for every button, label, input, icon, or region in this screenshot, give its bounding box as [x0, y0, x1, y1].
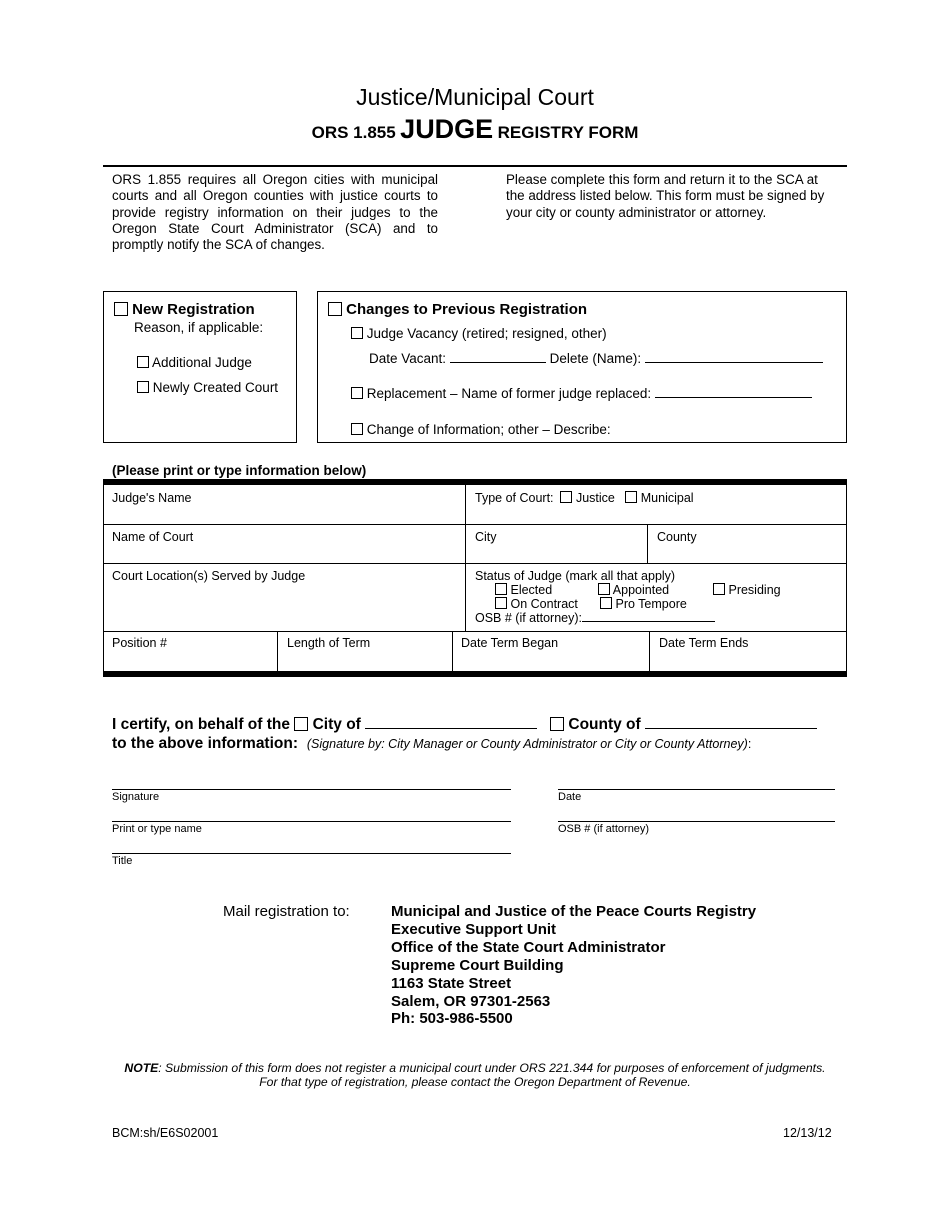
city-of-label: City of: [312, 716, 361, 733]
date-vacant-label: Date Vacant:: [369, 351, 447, 366]
county-of-label: County of: [568, 716, 641, 733]
table-row-divider-2: [103, 563, 847, 564]
signature-label: Signature: [112, 791, 160, 803]
county-of-checkbox[interactable]: [550, 717, 564, 731]
city-cell[interactable]: City: [475, 530, 497, 544]
additional-judge-checkbox[interactable]: [137, 356, 149, 368]
subtitle-prefix: ORS 1.855: [311, 123, 396, 142]
reason-label: Reason, if applicable:: [134, 320, 264, 335]
municipal-checkbox[interactable]: [625, 491, 637, 503]
osb-signature-label: OSB # (if attorney): [558, 823, 650, 835]
name-of-court-cell[interactable]: Name of Court: [112, 530, 194, 544]
justice-label: Justice: [575, 491, 615, 505]
elected-label: Elected: [510, 583, 553, 597]
header-rule: [103, 165, 847, 167]
date-term-ends-cell[interactable]: Date Term Ends: [659, 636, 749, 650]
elected-option[interactable]: [495, 583, 552, 597]
table-col-divider-main: [465, 485, 466, 631]
elected-checkbox[interactable]: [495, 583, 507, 595]
mail-address: [391, 903, 756, 1028]
presiding-option[interactable]: [713, 583, 781, 597]
note-label: NOTE: [124, 1061, 159, 1075]
mail-address-line: Salem, OR 97301-2563: [391, 992, 551, 1010]
replacement-name-field[interactable]: [655, 396, 812, 398]
intro-right: Please complete this form and return it to the SCA at the address listed below. This form must be signed by your city or county administrator or attorney.: [506, 172, 825, 220]
new-registration-checkbox[interactable]: [114, 302, 128, 316]
table-row-divider-1: [103, 524, 847, 525]
mail-address-line: Municipal and Justice of the Peace Courts Registry: [391, 903, 757, 920]
new-registration-header[interactable]: [114, 301, 255, 318]
table-caption: (Please print or type information below): [112, 463, 367, 478]
mail-address-line: Supreme Court Building: [391, 956, 564, 974]
replacement-label: Replacement – Name of former judge replaced:: [366, 386, 652, 401]
certify-line-1: [112, 716, 817, 734]
court-location-cell[interactable]: Court Location(s) Served by Judge: [112, 569, 306, 583]
mail-address-line: Ph: 503-986-5500: [391, 1010, 513, 1028]
subtitle-judge: JUDGE: [400, 114, 494, 144]
position-cell[interactable]: Position #: [112, 636, 167, 650]
signature-line[interactable]: [112, 789, 511, 790]
county-cell[interactable]: County: [657, 530, 697, 544]
appointed-label: Appointed: [612, 583, 670, 597]
certify-line2-text: to the above information:: [112, 735, 298, 752]
replacement-option[interactable]: [351, 386, 812, 401]
city-of-checkbox[interactable]: [294, 717, 308, 731]
osb-field[interactable]: [582, 620, 715, 622]
intro-left: ORS 1.855 requires all Oregon cities with municipal courts and all Oregon counties with justice courts to provide registry information on their judges to the Oregon State Court Administrator (SCA) and to promptly notify the SCA of changes.: [112, 172, 438, 253]
table-col-divider-began: [649, 631, 650, 671]
footer-code: BCM:sh/E6S02001: [112, 1126, 219, 1140]
table-col-divider-term: [452, 631, 453, 671]
osb-label: OSB # (if attorney):: [475, 611, 582, 625]
delete-name-label: Delete (Name):: [549, 351, 642, 366]
newly-created-court-checkbox[interactable]: [137, 381, 149, 393]
delete-name-field[interactable]: [645, 361, 823, 363]
pro-tempore-label: Pro Tempore: [615, 597, 687, 611]
date-vacant-field[interactable]: [450, 361, 546, 363]
city-of-field[interactable]: [365, 727, 537, 729]
date-term-began-cell[interactable]: Date Term Began: [461, 636, 559, 650]
newly-created-court-label: Newly Created Court: [152, 380, 279, 395]
additional-judge-label: Additional Judge: [152, 355, 252, 370]
page-title: Justice/Municipal Court: [356, 84, 594, 110]
changes-title: Changes to Previous Registration: [346, 301, 588, 318]
length-of-term-cell[interactable]: Length of Term: [287, 636, 371, 650]
judge-vacancy-option[interactable]: [351, 326, 607, 341]
certify-note: (Signature by: City Manager or County Administrator or City or County Attorney): [306, 737, 748, 751]
note-text-1: : Submission of this form does not register a municipal court under ORS 221.344 for purposes of enforcement of judgments.: [158, 1061, 826, 1075]
judge-vacancy-checkbox[interactable]: [351, 327, 363, 339]
osb-line[interactable]: [558, 821, 835, 822]
type-of-court-cell: [475, 491, 694, 505]
mail-address-line: Executive Support Unit: [391, 920, 557, 938]
osb-row: [475, 611, 715, 625]
subtitle-suffix: REGISTRY FORM: [497, 123, 639, 142]
certify-colon: :: [747, 737, 752, 751]
judges-name-cell[interactable]: Judge's Name: [112, 491, 192, 505]
municipal-label: Municipal: [640, 491, 694, 505]
appointed-checkbox[interactable]: [598, 583, 610, 595]
table-col-divider-pos: [277, 631, 278, 671]
form-subtitle: [0, 114, 950, 145]
certify-prefix: I certify, on behalf of the: [112, 716, 290, 733]
footer-date: 12/13/12: [783, 1126, 832, 1140]
change-info-label: Change of Information; other – Describe:: [366, 422, 611, 437]
title-line[interactable]: [112, 853, 511, 854]
newly-created-court-option[interactable]: [137, 380, 278, 395]
table-row-divider-3: [103, 631, 847, 632]
changes-checkbox[interactable]: [328, 302, 342, 316]
county-of-field[interactable]: [645, 727, 817, 729]
date-vacant-row: [369, 351, 823, 366]
certify-line-2: [112, 735, 751, 753]
print-name-line[interactable]: [112, 821, 511, 822]
print-name-label: Print or type name: [112, 823, 202, 835]
change-info-option[interactable]: [351, 422, 611, 437]
replacement-checkbox[interactable]: [351, 387, 363, 399]
on-contract-checkbox[interactable]: [495, 597, 507, 609]
footnote: [0, 1061, 950, 1089]
appointed-option[interactable]: [598, 583, 669, 597]
status-label: Status of Judge (mark all that apply): [475, 569, 676, 583]
presiding-checkbox[interactable]: [713, 583, 725, 595]
title-label: Title: [112, 855, 133, 867]
mail-label: Mail registration to:: [223, 903, 350, 920]
judge-vacancy-label: Judge Vacancy (retired; resigned, other): [366, 326, 607, 341]
presiding-label: Presiding: [728, 583, 781, 597]
change-info-checkbox[interactable]: [351, 423, 363, 435]
mail-address-line: 1163 State Street: [391, 974, 512, 992]
mail-address-line: Office of the State Court Administrator: [391, 938, 666, 956]
new-registration-title: New Registration: [132, 301, 255, 318]
pro-tempore-checkbox[interactable]: [600, 597, 612, 609]
date-line[interactable]: [558, 789, 835, 790]
justice-checkbox[interactable]: [560, 491, 572, 503]
date-label: Date: [558, 791, 582, 803]
pro-tempore-option[interactable]: [600, 597, 687, 611]
additional-judge-option[interactable]: [137, 355, 252, 370]
note-text-2: For that type of registration, please contact the Oregon Department of Revenue.: [259, 1075, 691, 1089]
on-contract-label: On Contract: [510, 597, 578, 611]
on-contract-option[interactable]: [495, 597, 578, 611]
changes-header[interactable]: [328, 301, 587, 318]
table-col-divider-city: [647, 524, 648, 563]
type-of-court-label: Type of Court:: [475, 491, 554, 505]
